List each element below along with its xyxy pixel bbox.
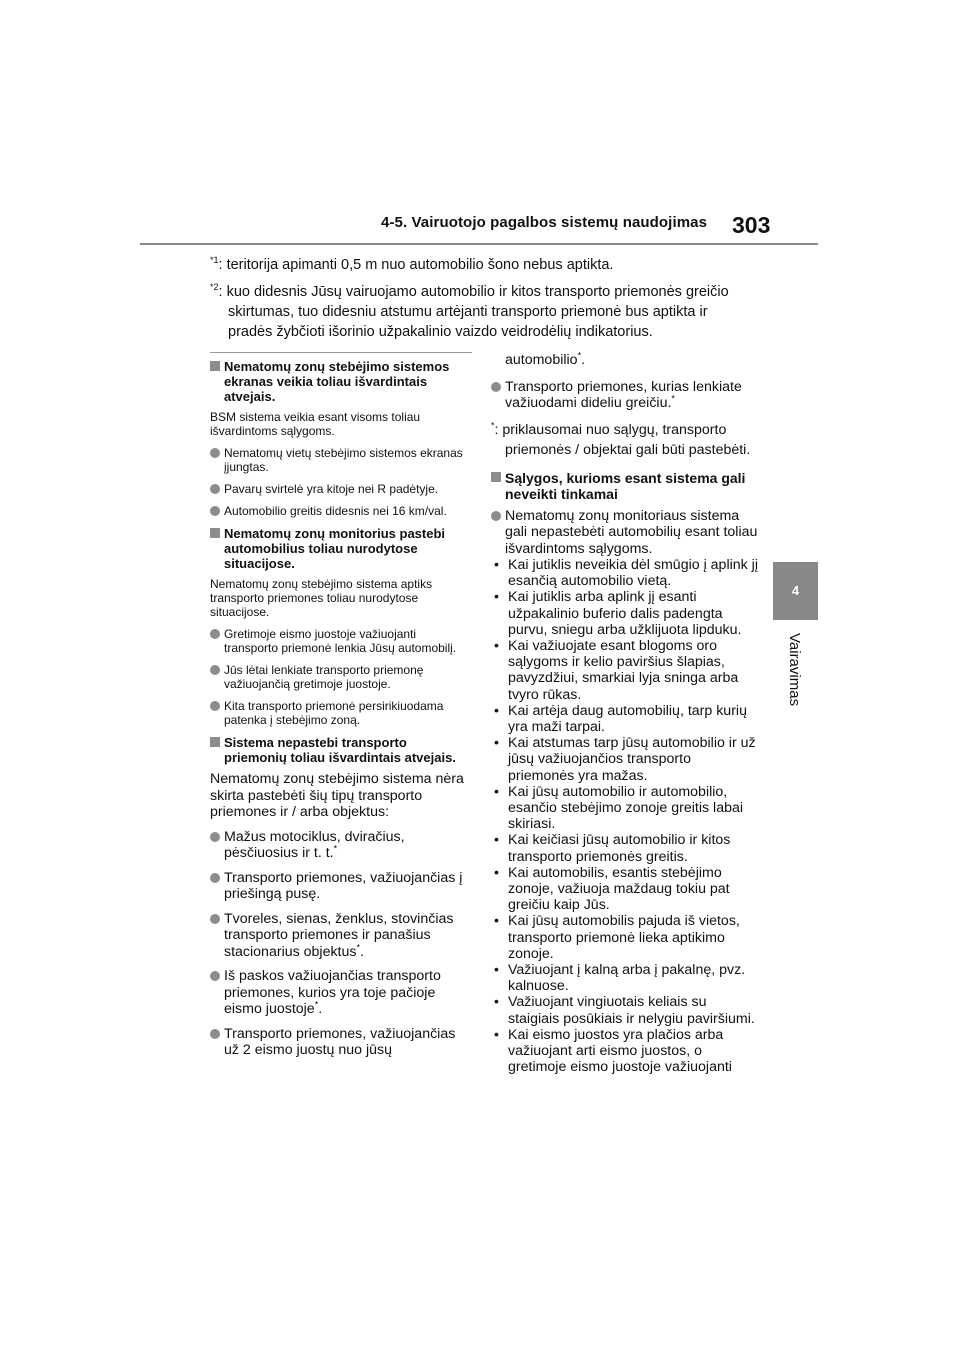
list-item: Iš paskos važiuojančias transporto priemones, kurios yra toje pačioje eismo juostoje*. — [210, 968, 472, 1018]
list-item: • Kai artėja daug automobilių, tarp kurių yra maži tarpai. — [491, 703, 761, 735]
footnote-1: $^{*1}$: teritorija apimanti 0,5 m nuo automobilio šono nebus aptikta. — [210, 255, 614, 273]
list-item: • Kai jūsų automobilis pajuda iš vietos, transporto priemonė lieka aptikimo zonoje. — [491, 913, 761, 962]
bullet-icon — [210, 1029, 220, 1039]
list-item: Transporto priemones, važiuojančias į priešingą pusę. — [210, 870, 472, 903]
section-intro: Nematomų zonų stebėjimo sistema nėra skirta pastebėti šių tipų transporto priemones ir / arba objektus: — [210, 771, 464, 820]
bullet-icon — [210, 701, 220, 711]
list-item: Gretimoje eismo juostoje važiuojanti transporto priemonė lenkia Jūsų automobilį. — [210, 627, 472, 655]
list-item: • Kai jūsų automobilio ir automobilio, esančio stebėjimo zonoje greitis labai skiriasi. — [491, 784, 761, 833]
list-item: • Važiuojant vingiuotais keliais su staigiais posūkiais ir nelygiu paviršiumi. — [491, 994, 761, 1026]
section-intro: BSM sistema veikia esant visoms toliau išvardintoms sąlygoms. — [210, 410, 421, 438]
continued-text: automobilio*. — [505, 350, 586, 368]
bullet-icon — [210, 971, 220, 981]
list-item: Jūs lėtai lenkiate transporto priemonę važiuojančią gretimoje juostoje. — [210, 663, 472, 691]
bullet-icon — [210, 484, 220, 494]
list-item: Nematomų zonų monitoriaus sistema gali nepastebėti automobilių esant toliau išvardintoms sąlygoms. — [491, 508, 761, 558]
page-number: 303 — [732, 212, 771, 238]
bullet-icon — [210, 629, 220, 639]
bullet-icon — [491, 382, 501, 392]
square-bullet-icon — [210, 528, 220, 538]
list-item: Transporto priemones, važiuojančias už 2 eismo juostų nuo jūsų — [210, 1026, 472, 1059]
section-heading: Nematomų zonų stebėjimo sistemos ekranas veikia toliau išvardintais atvejais. — [210, 359, 472, 404]
section-divider — [210, 352, 472, 353]
list-item: Nematomų vietų stebėjimo sistemos ekranas įjungtas. — [210, 446, 472, 474]
bullet-icon — [210, 506, 220, 516]
list-item: Transporto priemones, kurias lenkiate važiuodami dideliu greičiu.* — [491, 379, 761, 412]
square-bullet-icon — [491, 472, 501, 482]
bullet-icon — [210, 914, 220, 924]
bullet-icon — [491, 511, 501, 521]
list-item: • Kai atstumas tarp jūsų automobilio ir už jūsų važiuojančios transporto priemonės yra mažas. — [491, 735, 761, 784]
list-item: Automobilio greitis didesnis nei 16 km/val. — [210, 504, 472, 518]
list-item: • Važiuojant į kalną arba į pakalnę, pvz. kalnuose. — [491, 962, 761, 994]
bullet-icon — [210, 832, 220, 842]
section-intro: Nematomų zonų stebėjimo sistema aptiks transporto priemones toliau nurodytose situacijose. — [210, 577, 433, 619]
square-bullet-icon — [210, 361, 220, 371]
conditions-list — [491, 557, 761, 1076]
left-column — [210, 352, 472, 1067]
section-heading: Nematomų zonų monitorius pastebi automobilius toliau nurodytose situacijose. — [210, 526, 472, 571]
section-heading: Sąlygos, kurioms esant sistema gali neveikti tinkamai — [491, 470, 761, 502]
list-item: Kita transporto priemonė persirikiuodama patenka į stebėjimo zoną. — [210, 699, 472, 727]
list-item: Pavarų svirtelė yra kitoje nei R padėtyje. — [210, 482, 472, 496]
list-item: Mažus motociklus, dviračius, pėsčiuosius ir t. t.* — [210, 829, 472, 862]
bullet-icon — [210, 873, 220, 883]
list-item: • Kai automobilis, esantis stebėjimo zonoje, važiuoja maždaug tokiu pat greičiu kaip Jūs. — [491, 865, 761, 914]
square-bullet-icon — [210, 737, 220, 747]
asterisk-footnote: *: priklausomai nuo sąlygų, transporto priemonės / objektai gali būti pastebėti. — [491, 419, 751, 458]
footnote-2: $^{*2}$: kuo didesnis Jūsų vairuojamo automobilio ir kitos transporto priemonės greičio skirtumas, tuo didesniu atstumu artėjanti transporto priemonė bus aptikta ir pradės žybčioti išorinio užpakalinio vaizdo veidrodėlių indikatorius. — [210, 282, 729, 340]
bullet-icon — [210, 448, 220, 458]
list-item: • Kai eismo juostos yra plačios arba važiuojant arti eismo juostos, o gretimoje eismo juostoje važiuojanti — [491, 1027, 761, 1076]
list-item: • Kai jutiklis arba aplink jį esanti užpakalinio buferio dalis padengta purvu, sniegu arba užklijuota lipduku. — [491, 589, 761, 638]
right-column — [491, 352, 761, 1076]
chapter-tab: 4 — [773, 562, 818, 620]
list-item: • Kai keičiasi jūsų automobilio ir kitos transporto priemonės greitis. — [491, 832, 761, 864]
list-item: • Kai jutiklis neveikia dėl smūgio į aplink jį esančią automobilio vietą. — [491, 557, 761, 589]
list-item: • Kai važiuojate esant blogoms oro sąlygoms ir kelio paviršius šlapias, pavyzdžiui, smarkiai lyja sninga arba tvyro rūkas. — [491, 638, 761, 703]
section-heading: Sistema nepastebi transporto priemonių toliau išvardintais atvejais. — [210, 735, 472, 765]
header-divider — [140, 243, 818, 245]
list-item: Tvoreles, sienas, ženklus, stovinčias transporto priemones ir panašius stacionarius objektus*. — [210, 911, 472, 961]
section-title: 4-5. Vairuotojo pagalbos sistemų naudojimas — [381, 214, 708, 231]
chapter-label: Vairavimas — [786, 633, 803, 707]
bullet-icon — [210, 665, 220, 675]
